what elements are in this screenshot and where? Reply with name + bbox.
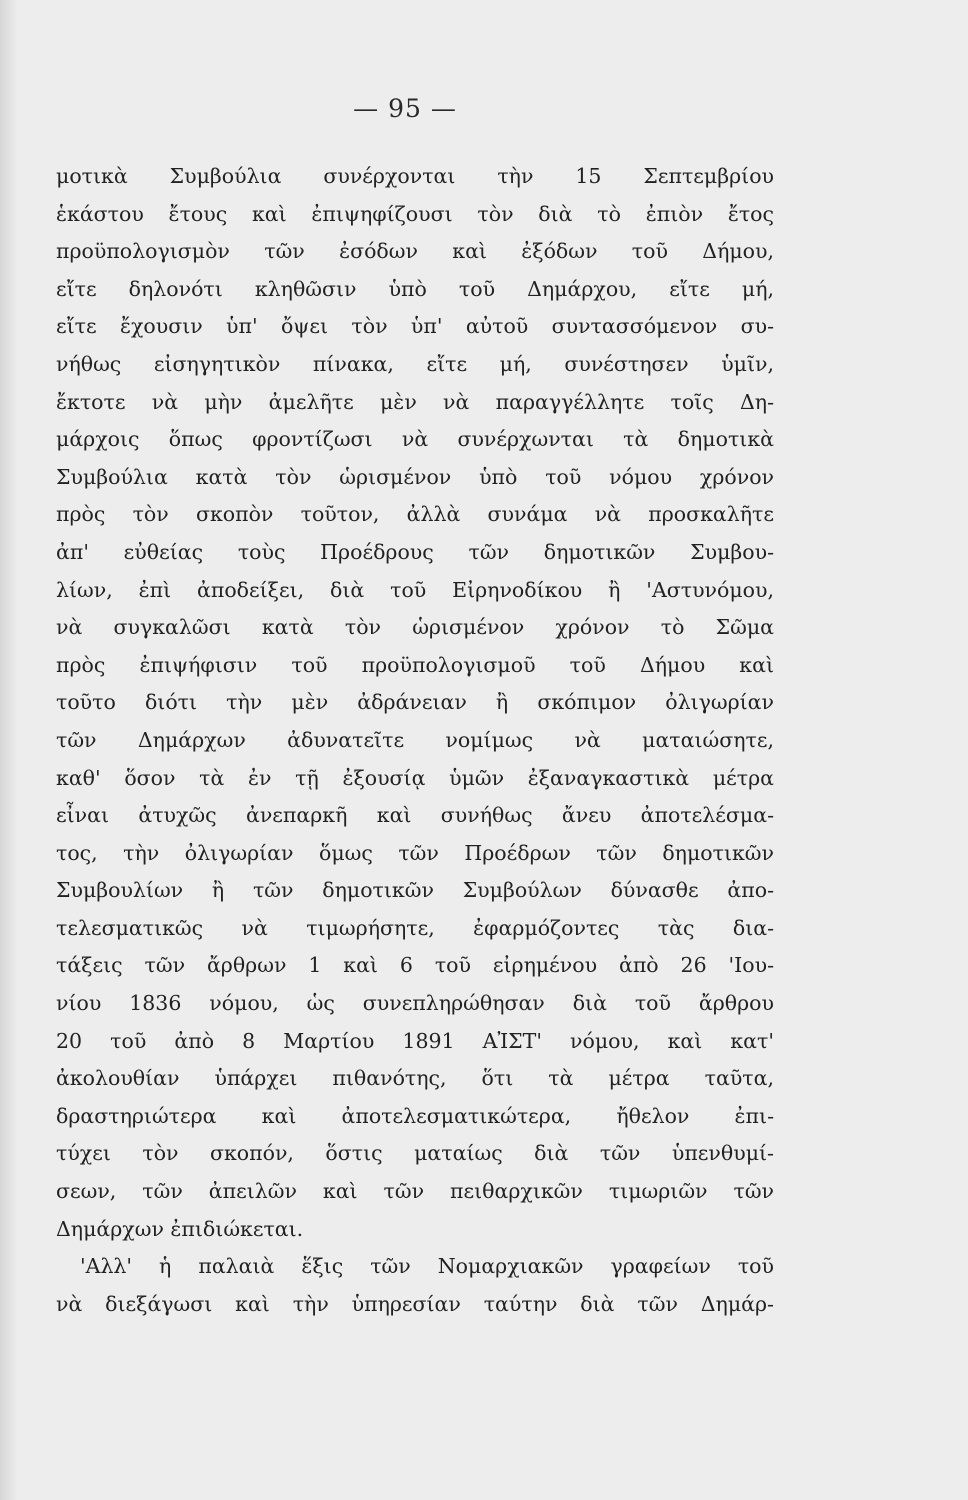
- text-line: νὰ διεξάγωσι καὶ τὴν ὑπηρεσίαν ταύτην διὰ τῶν Δημάρ-: [56, 1291, 774, 1316]
- text-line: εἴτε δηλονότι κληθῶσιν ὑπὸ τοῦ Δημάρχου, εἴτε μή,: [56, 276, 774, 301]
- text-line: νίου 1836 νόμου, ὡς συνεπληρώθησαν διὰ τοῦ ἄρθρου: [56, 991, 774, 1016]
- text-line: 20 τοῦ ἀπὸ 8 Μαρτίου 1891 ΑἸΣΤ' νόμου, καὶ κατ': [56, 1028, 774, 1053]
- text-line: τῶν Δημάρχων ἀδυνατεῖτε νομίμως νὰ ματαιώσητε,: [56, 727, 774, 752]
- text-line: λίων, ἐπὶ ἀποδείξει, διὰ τοῦ Εἰρηνοδίκου ἢ 'Αστυνόμου,: [56, 577, 774, 602]
- text-line: Συμβούλια κατὰ τὸν ὡρισμένον ὑπὸ τοῦ νόμου χρόνον: [56, 464, 774, 489]
- text-line: νήθως εἰσηγητικὸν πίνακα, εἴτε μή, συνέστησεν ὑμῖν,: [56, 351, 774, 376]
- text-line: ἀπ' εὐθείας τοὺς Προέδρους τῶν δημοτικῶν Συμβου-: [56, 539, 774, 564]
- text-line: τος, τὴν ὀλιγωρίαν ὅμως τῶν Προέδρων τῶν δημοτικῶν: [56, 840, 774, 865]
- paragraph-end-line: Δημάρχων ἐπιδιώκεται.: [56, 1216, 304, 1241]
- text-line: ἑκάστου ἔτους καὶ ἐπιψηφίζουσι τὸν διὰ τὸ ἐπιὸν ἔτος: [56, 201, 774, 226]
- text-line: πρὸς τὸν σκοπὸν τοῦτον, ἀλλὰ συνάμα νὰ προσκαλῆτε: [56, 502, 774, 527]
- text-line: μάρχοις ὅπως φροντίζωσι νὰ συνέρχωνται τὰ δημοτικὰ: [56, 427, 774, 452]
- text-line: ἀκολουθίαν ὑπάρχει πιθανότης, ὅτι τὰ μέτρα ταῦτα,: [56, 1066, 774, 1091]
- text-line: σεων, τῶν ἀπειλῶν καὶ τῶν πειθαρχικῶν τιμωριῶν τῶν: [56, 1179, 774, 1204]
- text-line: τάξεις τῶν ἄρθρων 1 καὶ 6 τοῦ εἰρημένου ἀπὸ 26 'Ιου-: [56, 953, 774, 978]
- text-line: τοῦτο διότι τὴν μὲν ἀδράνειαν ἢ σκόπιμον ὀλιγωρίαν: [56, 690, 774, 715]
- text-line: τελεσματικῶς νὰ τιμωρήσητε, ἐφαρμόζοντες τὰς δια-: [56, 915, 774, 940]
- text-line: μοτικὰ Συμβούλια συνέρχονται τὴν 15 Σεπτεμβρίου: [56, 164, 774, 188]
- text-line: προϋπολογισμὸν τῶν ἐσόδων καὶ ἐξόδων τοῦ Δήμου,: [56, 239, 774, 264]
- text-line: δραστηριώτερα καὶ ἀποτελεσματικώτερα, ἤθελον ἐπι-: [56, 1103, 774, 1128]
- text-line: ἔκτοτε νὰ μὴν ἀμελῆτε μὲν νὰ παραγγέλλητε τοῖς Δη-: [56, 389, 774, 414]
- paragraph-start-line: 'Αλλ' ἡ παλαιὰ ἕξις τῶν Νομαρχιακῶν γραφείων τοῦ: [80, 1254, 774, 1279]
- body-text: [56, 158, 774, 1323]
- text-line: εἶναι ἀτυχῶς ἀνεπαρκῆ καὶ συνήθως ἄνευ ἀποτελέσμα-: [56, 803, 774, 828]
- page-number: — 95 —: [353, 94, 457, 123]
- text-line: νὰ συγκαλῶσι κατὰ τὸν ὡρισμένον χρόνον τὸ Σῶμα: [56, 615, 774, 640]
- text-line: καθ' ὅσον τὰ ἐν τῇ ἐξουσίᾳ ὑμῶν ἐξαναγκαστικὰ μέτρα: [56, 765, 774, 790]
- text-line: πρὸς ἐπιψήφισιν τοῦ προϋπολογισμοῦ τοῦ Δήμου καὶ: [56, 652, 774, 677]
- text-line: εἴτε ἔχουσιν ὑπ' ὄψει τὸν ὑπ' αὐτοῦ συντασσόμενον συ-: [56, 314, 774, 339]
- text-line: Συμβουλίων ἢ τῶν δημοτικῶν Συμβούλων δύνασθε ἀπο-: [56, 878, 774, 903]
- text-line: τύχει τὸν σκοπόν, ὅστις ματαίως διὰ τῶν ὑπενθυμί-: [56, 1141, 774, 1166]
